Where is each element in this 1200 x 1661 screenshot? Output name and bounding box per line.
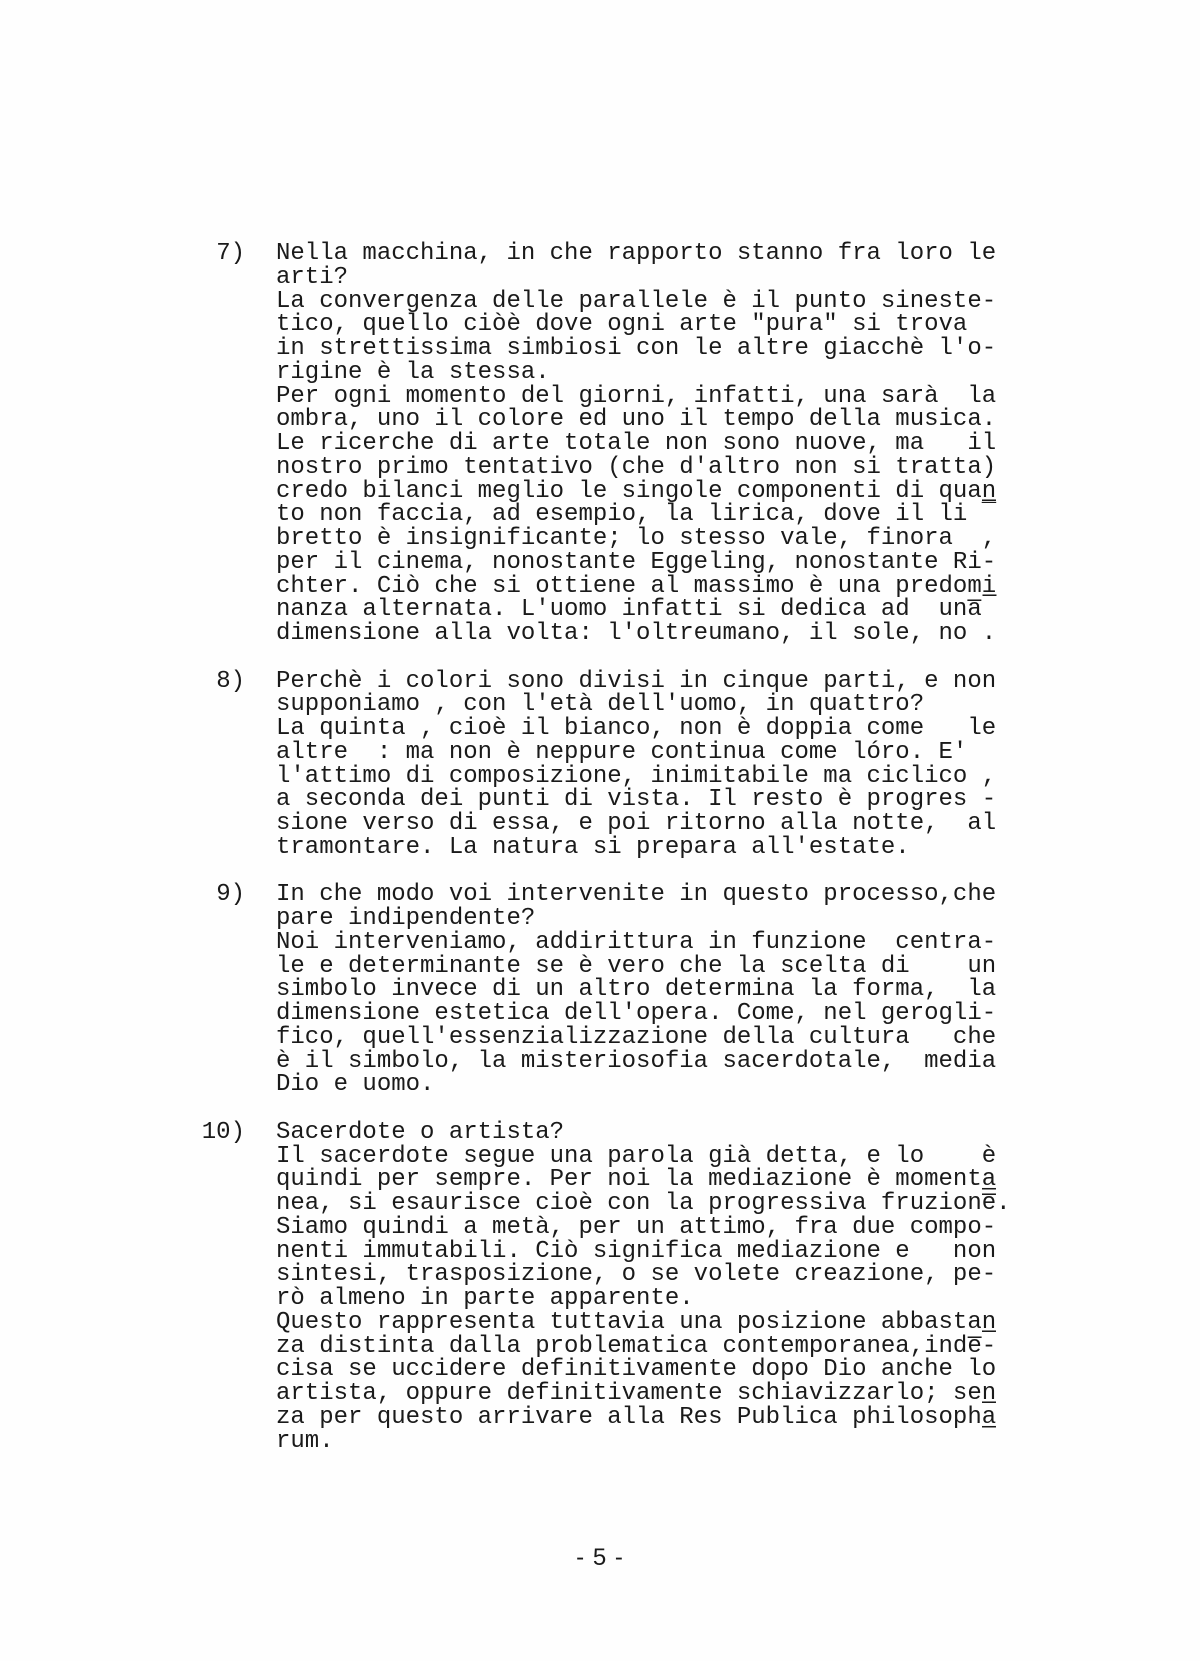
text-line: Questo rappresenta tuttavia una posizione abbastan̲ — [276, 1308, 997, 1336]
text-line: za distinta dalla problematica contemporanea,inde̅- — [276, 1332, 997, 1360]
text-line: in strettissima simbiosi con le altre giacchè l'o- — [276, 335, 997, 362]
question-item — [205, 883, 1005, 1097]
text-line: La quinta , cioè il bianco, non è doppia come le — [276, 715, 997, 742]
text-line: rigine è la stessa. — [276, 358, 550, 386]
text-line: nea, si esaurisce cioè con la progressiva fruzione̅. — [276, 1190, 1011, 1217]
question-item — [205, 242, 1005, 646]
text-line: ombra, uno il colore ed uno il tempo della musica. — [276, 406, 997, 434]
text-line: pare indipendente? — [276, 905, 536, 932]
text-line: Sacerdote o artista? — [276, 1118, 565, 1146]
text-line: artista, oppure definitivamente schiavizzarlo; sen̲ — [276, 1380, 997, 1407]
text-line: altre : ma non è neppure continua come lóro. E' — [276, 738, 968, 766]
text-line: In che modo voi intervenite in questo processo,che — [276, 881, 997, 909]
text-line: quindi per sempre. Per noi la mediazione è momenta̲ — [276, 1166, 997, 1194]
text-line: simbolo invece di un altro determina la forma, la — [276, 976, 997, 1004]
page-number: - 5 - — [576, 1544, 624, 1571]
text-line: dimensione estetica dell'opera. Come, nel gerogli- — [276, 1000, 997, 1027]
text-line: chter. Ciò che si ottiene al massimo è una predomi̲ — [276, 572, 997, 600]
text-line: fico, quell'essenzializzazione della cultura che — [276, 1023, 997, 1051]
text-line: rò almeno in parte apparente. — [276, 1285, 694, 1312]
text-line: Per ogni momento del giorni, infatti, una sarà la — [276, 382, 997, 410]
text-line: sione verso di essa, e poi ritorno alla notte, al — [276, 810, 997, 837]
question-number: 8) — [216, 667, 245, 695]
text-line: nanza alternata. L'uomo infatti si dedica ad una̅ — [276, 596, 982, 624]
text-line: sintesi, trasposizione, o se volete creazione, pe- — [276, 1261, 997, 1289]
question-list — [201, 240, 1011, 1477]
text-line: cisa se uccidere definitivamente dopo Dio anche lo — [276, 1356, 997, 1384]
text-line: La convergenza delle parallele è il punto sineste- — [276, 287, 997, 315]
text-line: è il simbolo, la misteriosofia sacerdotale, media — [276, 1047, 997, 1075]
text-line: bretto è insignificante; lo stesso vale, finora , — [276, 525, 997, 552]
text-line: rum. — [276, 1427, 334, 1455]
text-line: arti? — [276, 263, 349, 291]
text-line: dimensione alla volta: l'oltreumano, il sole, no . — [276, 620, 997, 647]
text-line: za per questo arrivare alla Res Publica philosopha̲ — [276, 1403, 997, 1431]
text-line: to non faccia, ad esempio, la lirica, dove il li ‾ — [276, 501, 997, 529]
text-line: a seconda dei punti di vista. Il resto è progres - — [276, 786, 997, 814]
text-line: le e determinante se è vero che la scelta di un — [276, 952, 997, 980]
question-number: 9) — [216, 881, 245, 909]
text-line: credo bilanci meglio le singole componenti di quan̲ — [276, 477, 997, 505]
question-item — [201, 1118, 1011, 1455]
text-line: nenti immutabili. Ciò significa mediazione e non — [276, 1237, 997, 1265]
text-line: Dio e uomo. — [276, 1071, 435, 1099]
text-line: Le ricerche di arte totale non sono nuove, ma il — [276, 430, 997, 457]
text-line: tico, quello ciòè dove ogni arte "pura" si trova — [276, 311, 968, 339]
question-number: 10) — [201, 1118, 245, 1146]
text-line: Il sacerdote segue una parola già detta, e lo è — [276, 1142, 997, 1170]
text-line: Nella macchina, in che rapporto stanno fra loro le — [276, 240, 997, 267]
text-line: Siamo quindi a metà, per un attimo, fra due compo- — [276, 1213, 997, 1241]
text-line: Noi interveniamo, addirittura in funzione centra- — [276, 928, 997, 956]
text-line: nostro primo tentativo (che d'altro non si tratta) — [276, 453, 997, 481]
text-line: Perchè i colori sono divisi in cinque parti, e non — [276, 667, 997, 695]
text-line: l'attimo di composizione, inimitabile ma ciclico , — [276, 762, 997, 790]
text-line: per il cinema, nonostante Eggeling, nonostante Ri- — [276, 548, 997, 576]
text-line: supponiamo , con l'età dell'uomo, in quattro? — [276, 691, 925, 719]
question-number: 7) — [216, 240, 245, 267]
text-line: tramontare. La natura si prepara all'estate. — [276, 833, 910, 861]
question-item — [205, 667, 1005, 861]
